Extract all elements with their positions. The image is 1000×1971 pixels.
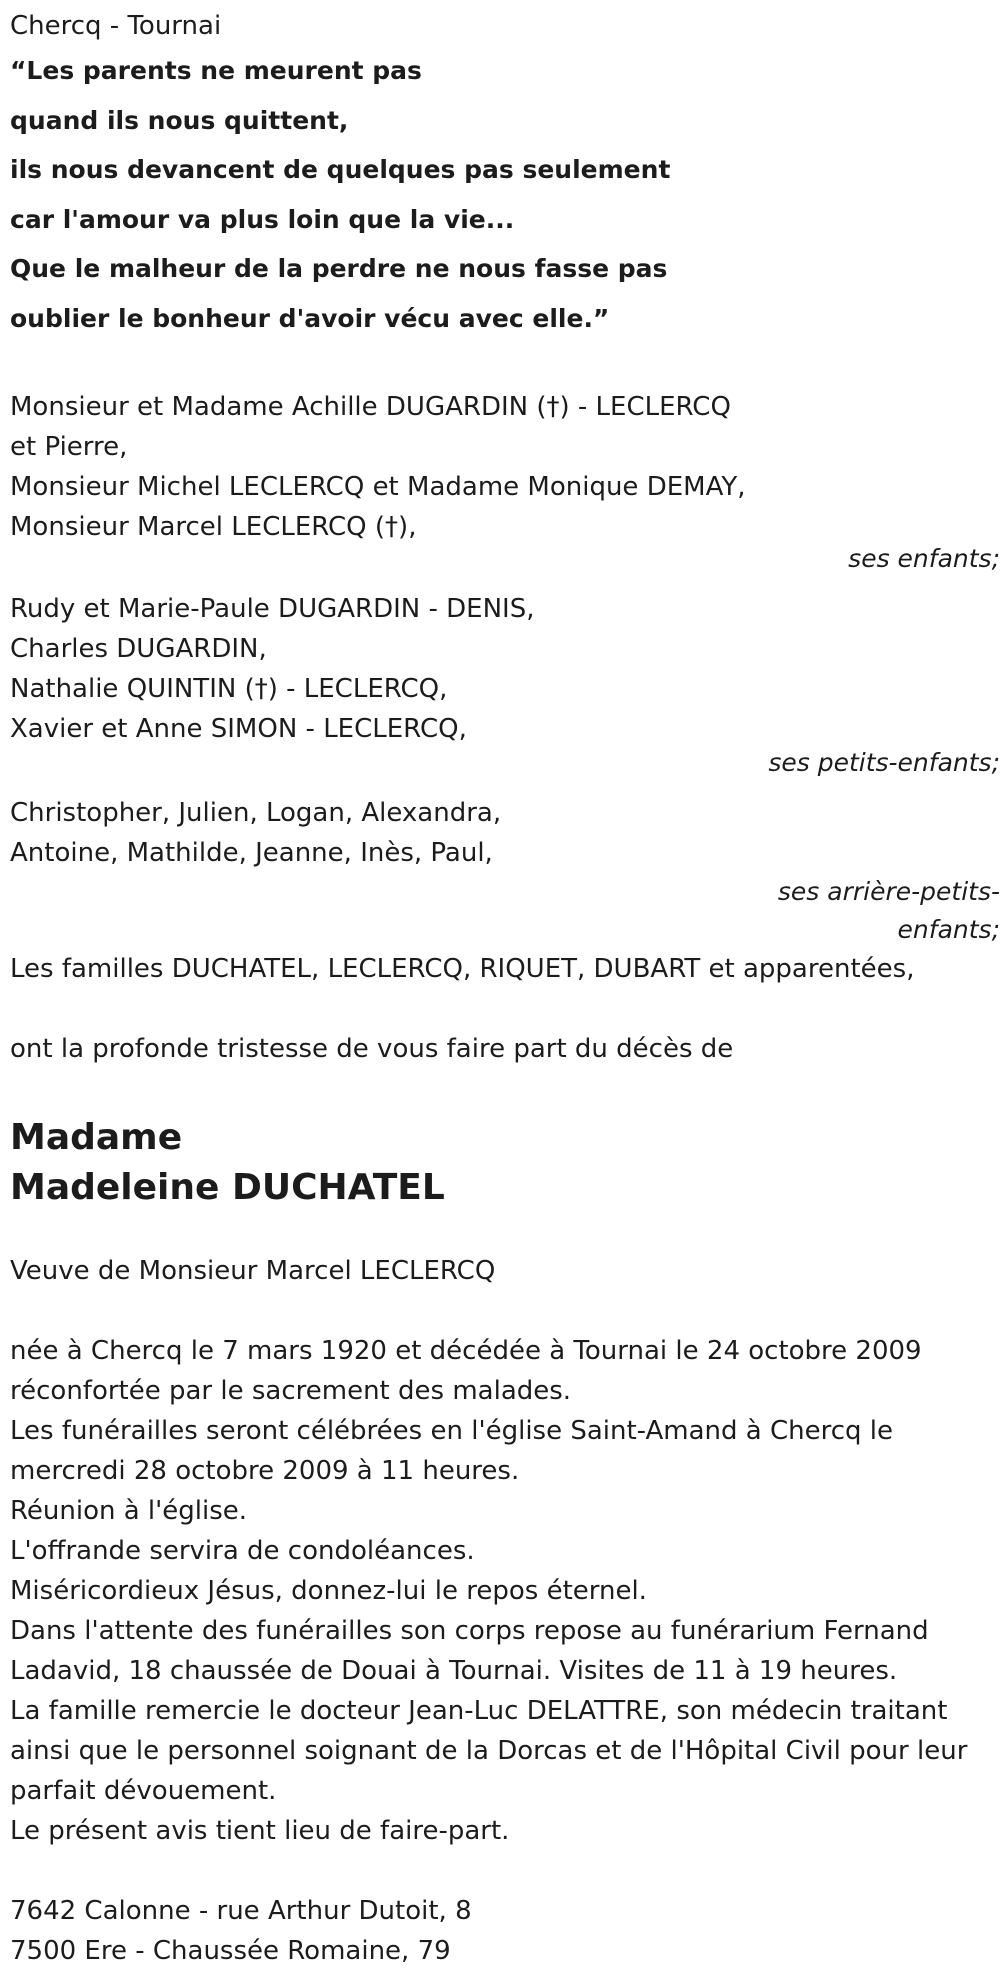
details-line: parfait dévouement. (10, 1776, 277, 1806)
addresses-block (10, 1891, 995, 1971)
details-line: Réunion à l'église. (10, 1496, 248, 1526)
grandchildren-line: Nathalie QUINTIN (†) - LECLERCQ, (10, 674, 448, 704)
grandchildren-line: Charles DUGARDIN, (10, 634, 267, 664)
obituary-notice (10, 0, 1000, 1971)
details-line: Dans l'attente des funérailles son corps repose au funérarium Fernand (10, 1616, 929, 1646)
grandchildren-line: Rudy et Marie-Paule DUGARDIN - DENIS, (10, 594, 535, 624)
quote-line: oublier le bonheur d'avoir vécu avec elle.” (10, 303, 610, 333)
great-grandchildren-role-1: ses arrière-petits- (777, 877, 1000, 906)
details-line: L'offrande servira de condoléances. (10, 1536, 475, 1566)
children-line: Monsieur Michel LECLERCQ et Madame Monique DEMAY, (10, 472, 746, 502)
details-line: réconfortée par le sacrement des malades. (10, 1376, 572, 1406)
great-grandchildren-role-2: enfants; (897, 915, 1000, 944)
children-role: ses enfants; (848, 544, 1000, 573)
families-line: Les familles DUCHATEL, LECLERCQ, RIQUET, DUBART et apparentées, (10, 954, 915, 984)
details-line: née à Chercq le 7 mars 1920 et décédée à Tournai le 24 octobre 2009 (10, 1336, 922, 1366)
location-header: Chercq - Tournai (10, 11, 222, 41)
quote-block (10, 46, 995, 343)
details-line: Le présent avis tient lieu de faire-part. (10, 1816, 510, 1846)
great-grandchildren-block (10, 793, 1000, 949)
details-line: Miséricordieux Jésus, donnez-lui le repos éternel. (10, 1576, 647, 1606)
widow-line: Veuve de Monsieur Marcel LECLERCQ (10, 1256, 496, 1286)
deceased-title: Madame (10, 1117, 183, 1158)
quote-line: quand ils nous quittent, (10, 105, 349, 135)
announcement-line: ont la profonde tristesse de vous faire part du décès de (10, 1034, 734, 1064)
children-block (10, 387, 1000, 577)
children-line: et Pierre, (10, 432, 128, 462)
great-grandchildren-line: Antoine, Mathilde, Jeanne, Inès, Paul, (10, 838, 493, 868)
grandchildren-block (10, 589, 1000, 781)
great-grandchildren-line: Christopher, Julien, Logan, Alexandra, (10, 798, 502, 828)
details-line: Ladavid, 18 chaussée de Douai à Tournai. Visites de 11 à 19 heures. (10, 1656, 898, 1686)
address-line: 7642 Calonne - rue Arthur Dutoit, 8 (10, 1896, 472, 1926)
quote-line: “Les parents ne meurent pas (10, 56, 422, 85)
children-line: Monsieur Marcel LECLERCQ (†), (10, 512, 417, 542)
address-line: 7500 Ere - Chaussée Romaine, 79 (10, 1936, 451, 1966)
details-block (10, 1331, 1000, 1851)
grandchildren-line: Xavier et Anne SIMON - LECLERCQ, (10, 714, 467, 744)
grandchildren-role: ses petits-enfants; (768, 748, 1000, 777)
details-line: mercredi 28 octobre 2009 à 11 heures. (10, 1456, 520, 1486)
details-line: Les funérailles seront célébrées en l'église Saint-Amand à Chercq le (10, 1416, 894, 1446)
details-line: La famille remercie le docteur Jean-Luc DELATTRE, son médecin traitant (10, 1696, 948, 1726)
children-line: Monsieur et Madame Achille DUGARDIN (†) - LECLERCQ (10, 392, 731, 422)
quote-line: ils nous devancent de quelques pas seulement (10, 155, 671, 184)
quote-line: Que le malheur de la perdre ne nous fasse pas (10, 254, 668, 283)
deceased-name: Madeleine DUCHATEL (10, 1167, 445, 1208)
quote-line: car l'amour va plus loin que la vie... (10, 204, 515, 234)
details-line: ainsi que le personnel soignant de la Dorcas et de l'Hôpital Civil pour leur (10, 1736, 968, 1766)
